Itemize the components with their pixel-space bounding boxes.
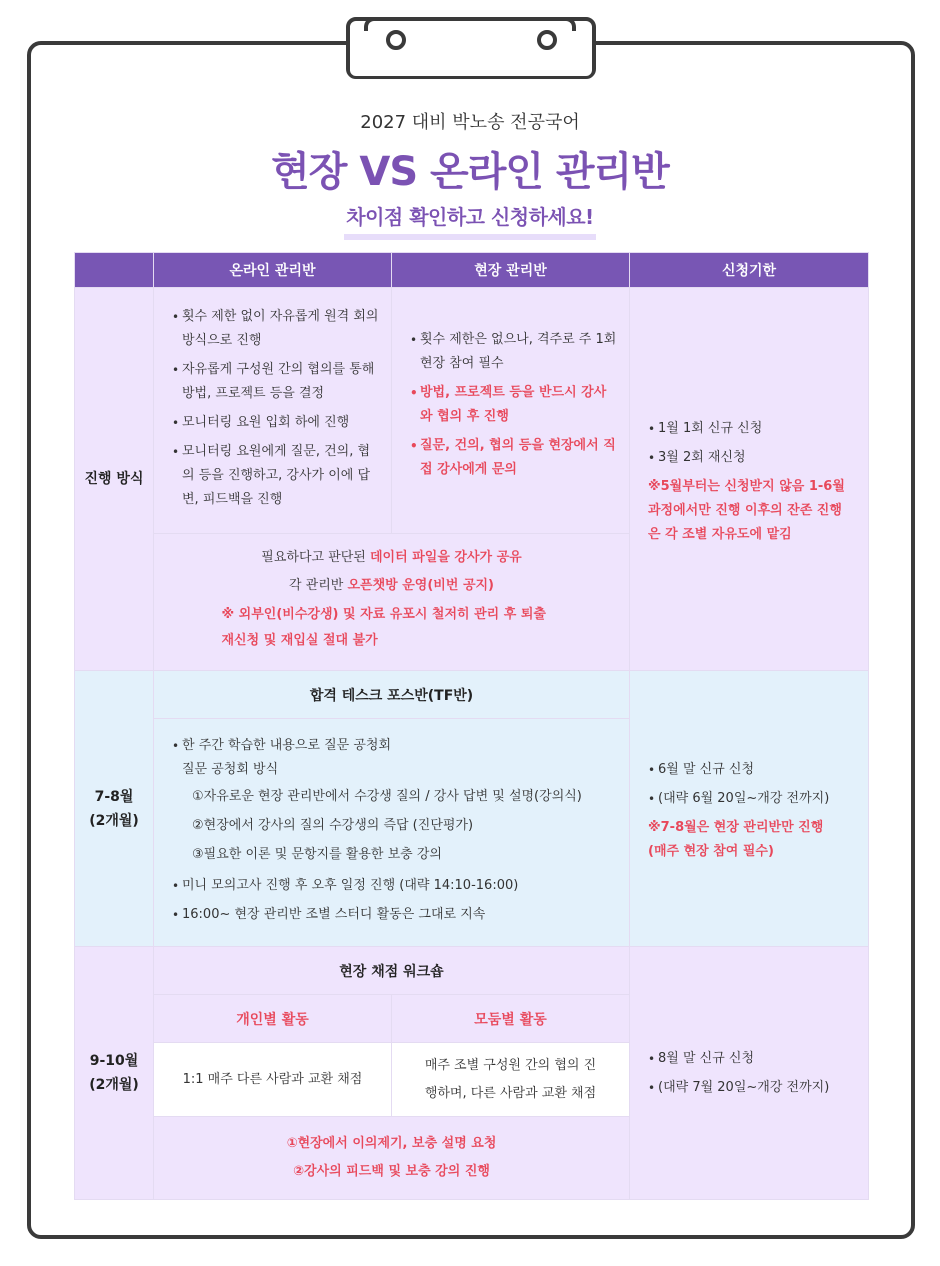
row-label-line: 9-10월 (89, 1053, 139, 1069)
deadline-cell (630, 947, 869, 1200)
page-title: 현장 VS 온라인 관리반 (271, 149, 669, 195)
page-tagline: 차이점 확인하고 신청하세요! (344, 201, 595, 240)
workshop-footer-line: ①현장에서 이의제기, 보충 설명 요청 (286, 1136, 497, 1151)
header-online: 온라인 관리반 (154, 253, 392, 288)
list-item: • 모니터링 요원 입회 하에 진행 (172, 411, 379, 435)
clip-hole-icon (386, 30, 406, 50)
row-label-line: (2개월) (89, 1077, 139, 1093)
sub-item: ①자유로운 현장 관리반에서 수강생 질의 / 강사 답변 및 설명(강의식) (192, 789, 582, 804)
row-label-progress: 진행 방식 (75, 288, 154, 671)
list-item: • 모니터링 요원에게 질문, 건의, 협의 등을 진행하고, 강사가 이에 답변, 피드백을 진행 (172, 440, 379, 512)
deadline-list (630, 417, 868, 470)
clipboard-clip-top (364, 17, 576, 31)
list-item: • (대략 6월 20일~개강 전까지) (648, 787, 856, 811)
row-label-july-august (75, 671, 154, 947)
deadline-list (630, 758, 868, 811)
workshop-footer (154, 1117, 630, 1200)
clip-hole-icon (537, 30, 557, 50)
common-line-1-highlight: 데이터 파일을 강사가 공유 (370, 550, 522, 565)
row-label-sept-oct (75, 947, 154, 1200)
list-item: • 횟수 제한 없이 자유롭게 원격 회의 방식으로 진행 (172, 305, 379, 353)
individual-activity-header: 개인별 활동 (154, 995, 392, 1043)
list-item: • 미니 모의고사 진행 후 오후 일정 진행 (대략 14:10-16:00) (172, 874, 617, 898)
row-label-line: 7-8월 (94, 788, 134, 805)
sub-item: ③필요한 이론 및 문항지를 활용한 보충 강의 (192, 847, 442, 862)
list-item: • 8월 말 신규 신청 (648, 1047, 856, 1071)
deadline-cell (630, 671, 869, 947)
table-header-row (75, 253, 869, 288)
group-activity-header: 모둠별 활동 (392, 995, 630, 1043)
sub-item: ②현장에서 강사의 질의 수강생의 즉답 (진단평가) (192, 818, 474, 833)
tf-class-subheader: 합격 테스크 포스반(TF반) (154, 671, 630, 719)
table-row (75, 947, 869, 995)
list-item: • 3월 2회 재신청 (648, 446, 856, 470)
header-onsite: 현장 관리반 (392, 253, 630, 288)
page-subtitle: 2027 대비 박노송 전공국어 (360, 112, 580, 133)
deadline-note: ※5월부터는 신청받지 않음 1-6월 과정에서만 진행 이후의 잔존 진행은 각 조별 자유도에 맡김 (648, 478, 845, 542)
list-item-line: • 한 주간 학습한 내용으로 질문 공청회 (182, 738, 392, 753)
common-line-2-prefix: 각 관리반 (288, 578, 348, 593)
list-item: • 자유롭게 구성원 간의 협의를 통해 방법, 프로젝트 등을 결정 (172, 358, 379, 406)
table-row (75, 671, 869, 719)
clip-cover (350, 50, 592, 76)
list-item: • 1월 1회 신규 신청 (648, 417, 856, 441)
common-line-1 (154, 544, 629, 572)
deadline-list (630, 1047, 868, 1100)
common-line-1-prefix: 필요하다고 판단된 (261, 550, 370, 565)
group-activity-text: 매주 조별 구성원 간의 협의 진행하며, 다른 사람과 교환 채점 (392, 1043, 630, 1117)
common-line-2 (154, 572, 629, 600)
list-item: • 방법, 프로젝트 등을 반드시 강사와 협의 후 진행 (410, 381, 617, 429)
list-item: • 질문, 건의, 협의 등을 현장에서 직접 강사에게 문의 (410, 434, 617, 482)
individual-activity-text: 1:1 매주 다른 사람과 교환 채점 (154, 1043, 392, 1117)
header-empty-cell (75, 253, 154, 288)
onsite-list (392, 328, 629, 482)
common-line-2-highlight: 오픈챗방 운영(비번 공지) (347, 578, 494, 593)
list-item: • 횟수 제한은 없으나, 격주로 주 1회 현장 참여 필수 (410, 328, 617, 376)
row-label-line: (2개월) (89, 812, 139, 829)
workshop-subheader: 현장 채점 워크숍 (154, 947, 630, 995)
common-notice-cell (154, 534, 630, 671)
header-deadline: 신청기한 (630, 253, 869, 288)
list-item: • (대략 7월 20일~개강 전까지) (648, 1076, 856, 1100)
online-list (154, 305, 391, 512)
list-item-line: 질문 공청회 방식 (182, 762, 279, 777)
table-row (75, 288, 869, 534)
onsite-cell (392, 288, 630, 534)
tf-class-content (154, 719, 630, 947)
online-cell (154, 288, 392, 534)
list-item: • 16:00~ 현장 관리반 조별 스터디 활동은 그대로 지속 (172, 903, 617, 927)
common-warning: ※ 외부인(비수강생) 및 자료 유포시 철저히 관리 후 퇴출 재신청 및 재입실 절대 불가 (221, 607, 546, 648)
deadline-note: ※7-8월은 현장 관리반만 진행 (매주 현장 참여 필수) (648, 820, 824, 859)
tf-list (154, 734, 629, 927)
list-item: • 6월 말 신규 신청 (648, 758, 856, 782)
workshop-footer-line: ②강사의 피드백 및 보충 강의 진행 (293, 1164, 490, 1179)
list-item (172, 734, 617, 869)
tagline-wrap (0, 201, 940, 240)
deadline-cell (630, 288, 869, 671)
comparison-table (74, 252, 869, 1200)
